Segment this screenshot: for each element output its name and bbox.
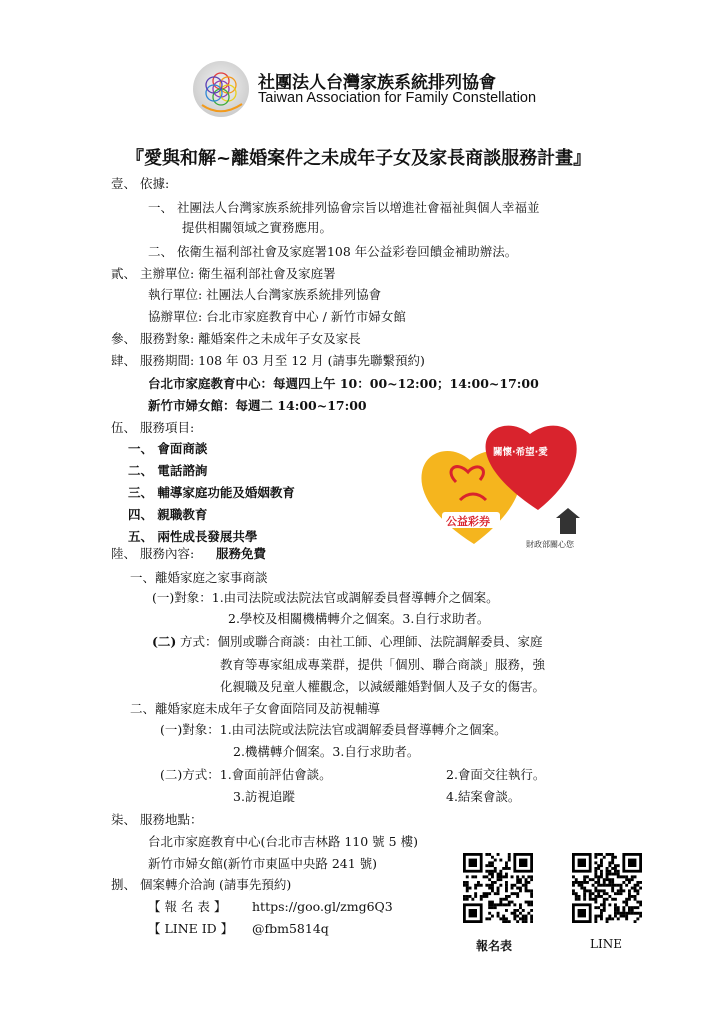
service-item: 一、 會面商談 [128,441,208,456]
section-6-a-target-line-2: 2.學校及相關機構轉介之個案。3.自行求助者。 [228,611,490,626]
section-6-label: 陸、 服務內容: [111,546,195,561]
page-title: 『愛與和解~離婚案件之未成年子女及家長商談服務計畫』 [126,148,592,169]
section-1-item-1-line-1: 一、 社團法人台灣家族系統排列協會宗旨以增進社會福祉與個人幸福並 [148,200,540,215]
line-id-value: @fbm5814q [252,921,329,936]
line-id-label: 【 LINE ID 】 [148,921,234,936]
section-2-organizer: 貳、 主辦單位: 衛生福利部社會及家庭署 [111,266,336,281]
org-name-en: Taiwan Association for Family Constellation [258,90,537,106]
heart-slogan: 關懷·希望·愛 [493,447,548,458]
org-name-zh: 社團法人台灣家族系統排列協會 [258,73,496,93]
section-4-taipei-hours: 台北市家庭教育中心：每週四上午 10：00~12:00；14:00~17:00 [148,376,539,391]
service-item: 二、 電話諮詢 [128,463,208,478]
section-8-label: 捌、 個案轉介洽詢 (請事先預約) [111,877,292,892]
section-6-b-method-line-2a: 3.訪視追蹤 [233,789,295,804]
section-4-hsinchu-hours: 新竹市婦女館：每週二 14:00~17:00 [148,398,367,413]
section-6-a-method-line-3: 化親職及兒童人權觀念，以減緩離婚對個人及子女的傷害。 [220,679,546,694]
qr-code-form[interactable] [463,853,533,923]
section-5-label: 伍、 服務項目: [111,420,195,435]
form-link[interactable]: https://goo.gl/zmg6Q3 [252,899,393,914]
section-6-b-title: 二、離婚家庭未成年子女會面陪同及訪視輔導 [130,701,381,716]
section-6-a-title: 一、離婚家庭之家事商談 [130,570,268,585]
section-3-target: 參、 服務對象: 離婚案件之未成年子女及家長 [111,331,361,346]
section-6-a-target-line-1: (一)對象：1.由司法院或法院法官或調解委員督導轉介之個案。 [152,590,499,605]
section-6-free-badge: 服務免費 [216,546,267,561]
qr-code-line[interactable] [572,853,642,923]
lottery-brand: 公益彩券 [446,515,490,528]
section-6-b-method-line-1b: 2.會面交往執行。 [446,767,546,782]
form-link-label: 【 報 名 表 】 [148,899,227,914]
section-1-label: 壹、 依據: [111,176,170,191]
section-6-a-method-number: (二) [152,634,177,649]
service-item: 四、 親職教育 [128,507,208,522]
section-6-b-method-line-2b: 4.結案會談。 [446,789,521,804]
lottery-hearts-graphic [416,422,606,552]
address-hsinchu: 新竹市婦女館(新竹市東區中央路 241 號) [148,856,378,871]
section-6-b-target-line-1: (一)對象：1.由司法院或法院法官或調解委員督導轉介之個案。 [160,722,507,737]
section-2-co-organizer: 協辦單位: 台北市家庭教育中心 / 新竹市婦女館 [148,309,406,324]
qr-caption-form: 報名表 [476,939,513,953]
service-item: 五、 兩性成長發展共學 [128,529,258,544]
section-1-item-1-line-2: 提供相關領域之實務應用。 [182,220,333,235]
section-6-a-method-line-1: 方式：個別或聯合商談：由社工師、心理師、法院調解委員、家庭 [180,634,543,649]
section-4-period: 肆、 服務期間: 108 年 03 月至 12 月 (請事先聯繫預約) [111,353,425,368]
section-2-executor: 執行單位: 社團法人台灣家族系統排列協會 [148,287,382,302]
section-7-label: 柒、 服務地點： [111,812,203,827]
address-taipei: 台北市家庭教育中心(台北市吉林路 110 號 5 樓) [148,834,418,849]
qr-caption-line: LINE [590,937,622,951]
logo-mark [192,60,250,118]
section-6-b-target-line-2: 2.機構轉介個案。3.自行求助者。 [233,744,420,759]
section-6-a-method-line-2: 教育等專家組成專業群，提供「個別、聯合商談」服務，強 [220,657,546,672]
section-1-item-2: 二、 依衛生福利部社會及家庭署108 年公益彩卷回饋金補助辦法。 [148,244,518,259]
ministry-caption: 財政部關心您 [526,540,574,549]
section-6-b-method-line-1a: (二)方式：1.會面前評估會談。 [160,767,332,782]
service-item: 三、 輔導家庭功能及婚姻教育 [128,485,295,500]
